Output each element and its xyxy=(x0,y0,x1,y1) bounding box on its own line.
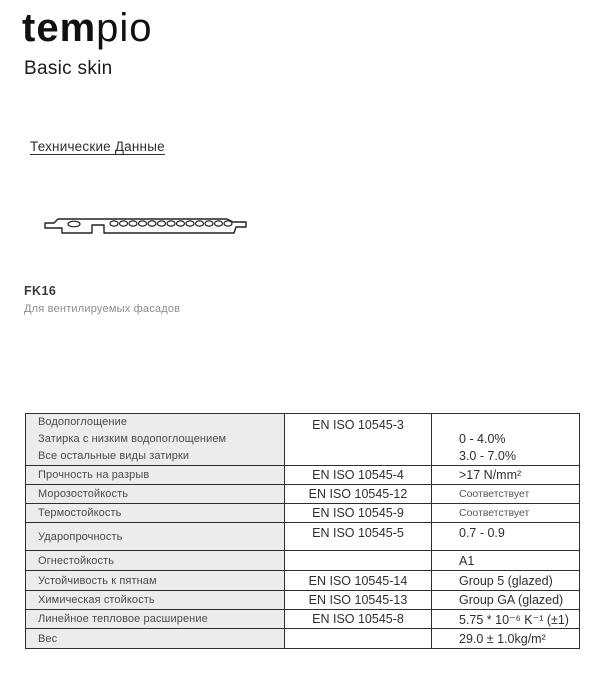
table-row-stain-resistance xyxy=(26,571,579,591)
property-line: Все остальные виды затирки xyxy=(38,450,190,462)
value-line: 0 - 4.0% xyxy=(459,432,506,446)
product-line-title: Basic skin xyxy=(24,58,113,79)
table-row-weight xyxy=(26,629,579,648)
property-cell: Устойчивость к пятнам xyxy=(26,571,285,590)
table-row-impact-resistance xyxy=(26,523,579,551)
standard-cell: EN ISO 10545-4 xyxy=(285,466,432,484)
value-cell: Соответствует xyxy=(459,507,530,519)
brand-logo-bold: tem xyxy=(22,6,97,50)
table-row-tensile-strength xyxy=(26,466,579,485)
table-row-thermal-shock-resistance xyxy=(26,504,579,523)
product-code: FK16 xyxy=(24,284,57,298)
value-cell: >17 N/mm² xyxy=(459,468,522,482)
value-cell: 0.7 - 0.9 xyxy=(459,526,505,540)
value-cell: Соответствует xyxy=(459,488,530,500)
standard-cell: EN ISO 10545-13 xyxy=(285,591,432,609)
value-cell: 29.0 ± 1.0kg/m² xyxy=(459,631,546,646)
section-heading-technical-data: Технические Данные xyxy=(30,139,165,154)
value-cell: A1 xyxy=(459,553,475,568)
table-row-water-absorption xyxy=(26,414,579,466)
panel-profile-drawing xyxy=(22,212,250,242)
value-cell: Group 5 (glazed) xyxy=(459,573,553,588)
value-cell xyxy=(432,414,579,465)
brand-logo-light: pio xyxy=(96,6,153,50)
brand-logo xyxy=(22,6,153,50)
standard-cell: EN ISO 10545-14 xyxy=(285,571,432,590)
property-cell: Термостойкость xyxy=(26,504,285,522)
value-cell: 5.75 * 10⁻⁶ K⁻¹ (±1) xyxy=(459,612,569,627)
property-line: Водопоглощение xyxy=(38,416,128,428)
table-row-fire-resistance xyxy=(26,551,579,571)
value-line: 3.0 - 7.0% xyxy=(459,449,516,463)
property-cell: Вес xyxy=(26,629,285,648)
property-cell: Химическая стойкость xyxy=(26,591,285,609)
property-cell: Морозостойкость xyxy=(26,485,285,503)
technical-data-table xyxy=(25,413,580,649)
property-cell: Ударопрочность xyxy=(26,523,285,550)
property-cell: Огнестойкость xyxy=(26,551,285,570)
property-cell xyxy=(26,414,285,465)
standard-cell: EN ISO 10545-8 xyxy=(285,610,432,628)
standard-cell xyxy=(285,551,432,570)
product-description: Для вентилируемых фасадов xyxy=(24,303,181,315)
property-cell: Прочность на разрыв xyxy=(26,466,285,484)
table-row-chemical-resistance xyxy=(26,591,579,610)
table-row-frost-resistance xyxy=(26,485,579,504)
standard-cell xyxy=(285,629,432,648)
standard-cell: EN ISO 10545-12 xyxy=(285,485,432,503)
property-line: Затирка с низким водопоглощением xyxy=(38,433,227,445)
standard-cell: EN ISO 10545-9 xyxy=(285,504,432,522)
property-cell: Линейное тепловое расширение xyxy=(26,610,285,628)
value-cell: Group GA (glazed) xyxy=(459,593,564,607)
table-row-linear-thermal-expansion xyxy=(26,610,579,629)
standard-cell: EN ISO 10545-5 xyxy=(285,523,432,550)
standard-cell: EN ISO 10545-3 xyxy=(285,414,432,465)
